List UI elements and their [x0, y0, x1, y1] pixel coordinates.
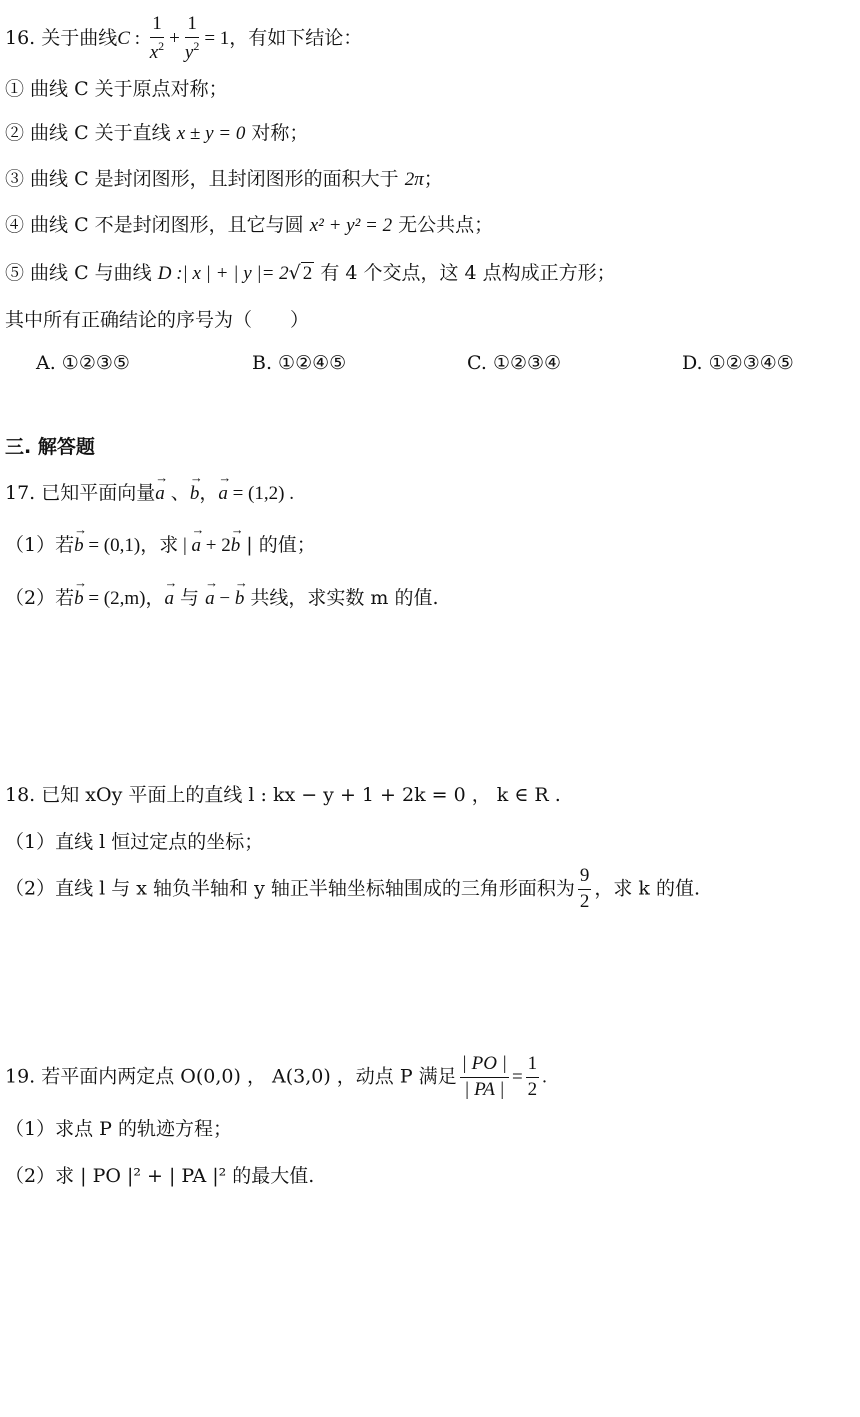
q17-part1-text: | 的值； [240, 534, 316, 556]
q16-statement-1 [5, 80, 228, 99]
q19-stem: 19. 若平面内两定点 O(0,0) ， A(3,0) ，动点 P 满足 $\frac{| PO |}{| PA |}$ = $\frac{1}{2}$ . [5, 1053, 547, 1100]
statement-marker: ① [5, 78, 25, 100]
option-d[interactable]: D. ①②③④⑤ [682, 352, 794, 374]
q16-statement-2 [5, 124, 308, 143]
q16-prompt [5, 311, 309, 330]
statement-text: 曲线 C 是封闭图形，且封闭图形的面积大于 [24, 168, 405, 190]
q18-part2-text: ，求 k 的值. [594, 877, 700, 900]
statement-text: 曲线 C 关于原点对称； [24, 78, 228, 100]
vector-b: → b [74, 589, 84, 608]
q16-curve-label: C [117, 27, 130, 49]
statement-text: 曲线 C 与曲线 [24, 262, 158, 284]
vector-b: → b [190, 484, 200, 503]
q16-stem-prefix: 16. 关于曲线 [5, 26, 118, 49]
q19-frac-num: | PO | [460, 1054, 509, 1078]
q17-stem-text: 17. 已知平面向量 [5, 482, 156, 504]
q18-part2-text: （2）直线 l 与 x 轴负半轴和 y 轴正半轴坐标轴围成的三角形面积为 [5, 877, 575, 900]
q17-part2-math: = (2,m)， [83, 588, 165, 609]
statement-marker: ④ [5, 214, 25, 236]
q16-stem: 16. 关于曲线C : $\frac{1}{x^2}$ + $\frac{1}{y^2}$ = 1，有如下结论： [5, 13, 363, 63]
q17-stem-text: 、 [164, 482, 190, 504]
q17-part2-text: 与 [174, 587, 206, 609]
q18-stem-text: 18. 已知 xOy 平面上的直线 l : kx − y + 1 + 2k = 0 ， k ∈ R . [5, 784, 561, 806]
statement-text: 曲线 C 关于直线 [24, 122, 177, 144]
q17-part-2 [5, 589, 439, 608]
q18-stem [5, 786, 561, 805]
q17-stem-math: = (1,2) . [227, 483, 294, 504]
statement-text: 无公共点； [392, 214, 494, 236]
vector-a: → a [205, 589, 215, 608]
q19-frac-den: | PA | [464, 1078, 505, 1100]
q17-stem-text: ， [199, 482, 219, 504]
vector-b: → b [74, 536, 84, 555]
q17-part2-math: − [214, 588, 235, 609]
q17-part-1 [5, 536, 316, 555]
q19-stem-text: 19. 若平面内两定点 O(0,0) ， A(3,0) ，动点 P 满足 [5, 1065, 457, 1088]
q19-part2-text: （2）求 | PO |² + | PA |² 的最大值. [5, 1165, 315, 1187]
q17-part1-text: （1）若 [5, 534, 75, 556]
statement-math: D :| x | + | y |= 2 [157, 263, 289, 284]
vector-a: → a [155, 484, 165, 503]
q19-half-den: 2 [527, 1078, 538, 1100]
sqrt-radicand: 2 [302, 263, 313, 284]
option-b[interactable]: B. ①②④⑤ [252, 352, 347, 374]
q18-fraction [578, 866, 592, 913]
q19-fraction-half [526, 1054, 540, 1101]
q16-options [0, 352, 860, 376]
q17-part2-text: 共线，求实数 m 的值. [244, 587, 439, 609]
q19-part-2 [5, 1167, 314, 1186]
statement-text: 对称； [245, 122, 309, 144]
vector-b: → b [231, 536, 241, 555]
q16-prompt-text: 其中所有正确结论的序号为（ ） [5, 309, 310, 331]
q17-part2-text: （2）若 [5, 587, 75, 609]
vector-a: → a [192, 536, 202, 555]
statement-marker: ⑤ [5, 262, 25, 284]
q16-statement-5 [5, 264, 616, 283]
q16-fraction-1: $\frac{1}{x^2}$ [149, 13, 165, 63]
q17-part1-math: + 2 [201, 535, 231, 556]
q16-frac2-num: 1 [185, 14, 199, 38]
q19-half-num: 1 [526, 1054, 540, 1078]
vector-a: → a [218, 484, 228, 503]
vector-a: → a [165, 589, 175, 608]
q17-stem [5, 484, 294, 503]
q16-statement-4 [5, 216, 493, 235]
q18-part-2 [5, 866, 700, 913]
statement-marker: ② [5, 122, 25, 144]
option-c[interactable]: C. ①②③④ [467, 352, 562, 374]
q18-part-1 [5, 833, 263, 852]
statement-math: 2π [404, 169, 424, 190]
q19-part1-text: （1）求点 P 的轨迹方程； [5, 1118, 232, 1140]
section-title: 三. 解答题 [5, 436, 95, 458]
q16-frac1-den: x [149, 41, 159, 63]
q18-frac-den: 2 [579, 890, 590, 912]
q16-frac1-num: 1 [150, 14, 164, 38]
statement-math: x² + y² = 2 [309, 215, 393, 236]
statement-text: ； [423, 168, 443, 190]
vector-b: → b [235, 589, 245, 608]
q16-frac2-den: y [184, 41, 194, 63]
sqrt-symbol: √ 2 [288, 262, 313, 284]
q16-statement-3 [5, 170, 443, 189]
statement-text: 曲线 C 不是封闭图形，且它与圆 [24, 214, 310, 236]
q16-stem-suffix: ，有如下结论： [229, 26, 363, 49]
q19-fraction-ratio [460, 1054, 509, 1101]
q17-part1-math: = (0,1)，求 | [83, 535, 192, 556]
statement-text: 有 4 个交点，这 4 点构成正方形； [314, 262, 616, 284]
q18-frac-num: 9 [578, 866, 592, 890]
option-a[interactable]: A. ①②③⑤ [36, 352, 130, 374]
q16-fraction-2: $\frac{1}{y^2}$ [184, 13, 200, 63]
q16-eq-rhs: = 1 [204, 27, 230, 49]
statement-math: x ± y = 0 [176, 123, 246, 144]
q19-part-1 [5, 1120, 232, 1139]
statement-marker: ③ [5, 168, 25, 190]
q18-part1-text: （1）直线 l 恒过定点的坐标； [5, 831, 264, 853]
